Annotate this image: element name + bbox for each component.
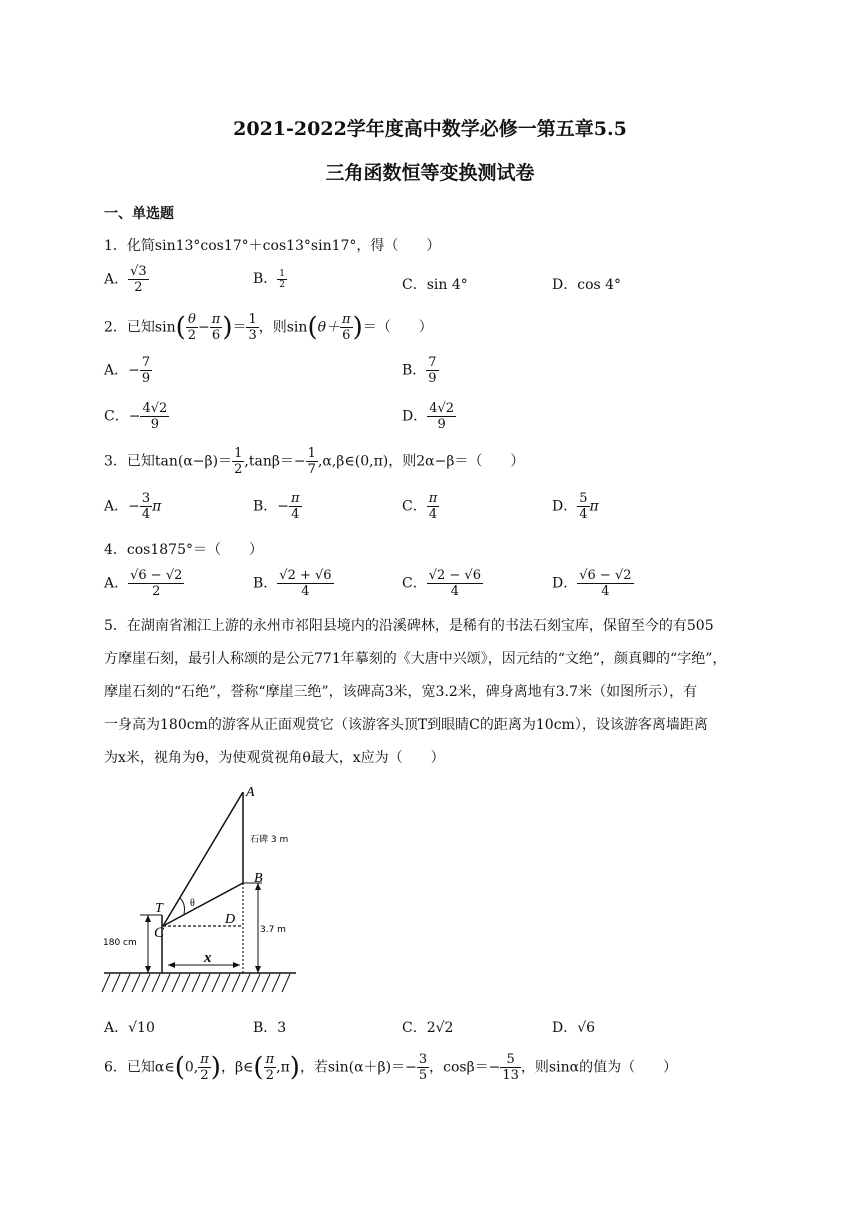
ground-hatching [102, 974, 290, 992]
label-stele: 石碑 3 m [250, 835, 289, 845]
q3-option-c: C． $\frac{\pi}{4}$ [402, 491, 438, 522]
angle-arc [180, 898, 185, 914]
label-height: 3.7 m [260, 925, 286, 935]
question-3-stem: 3．已知tan(α−β)＝ $\frac{1}{2}$ ,tanβ＝− $\frac{1}{7}$ ,α,β∈(0,π)，则2α−β＝（ ） [104, 446, 525, 477]
section-heading: 一、单选题 [104, 206, 174, 222]
label-person: 180 cm [103, 938, 137, 948]
q5-option-a: A．√10 [104, 1020, 155, 1036]
page-title-line2: 三角函数恒等变换测试卷 [325, 162, 535, 184]
label-x: x [204, 950, 212, 966]
label-a: A [246, 785, 255, 800]
q5-option-b: B．3 [253, 1020, 287, 1036]
label-c: C [154, 925, 165, 941]
question-4-stem: 4．cos1875°＝（ ） [104, 542, 263, 558]
question-5-line1: 5．在湖南省湘江上游的永州市祁阳县境内的沿溪碑林，是稀有的书法石刻宝库，保留至今的有505 [104, 618, 714, 634]
label-b: B [254, 871, 263, 886]
q1-option-c: C．sin 4° [402, 277, 468, 293]
question-2-stem: 2．已知sin( $\frac{\theta}{2}$ − $\frac{\pi}{6}$ )＝ $\frac{1}{3}$ ，则sin(θ＋ $\frac{\pi}{6}$ )＝（ ） [104, 312, 433, 343]
q5-option-d: D．√6 [552, 1020, 596, 1036]
label-t: T [155, 901, 163, 916]
q1-option-a: A． $\frac{√3}{2}$ [104, 264, 147, 295]
question-6-stem: 6．已知α∈(0, $\frac{\pi}{2}$ )，β∈( $\frac{\pi}{2}$ ,π)，若sin(α＋β)＝− $\frac{3}{5}$ ，cosβ＝− $\frac{5}{13}$ ，则sinα的值为（ ） [104, 1052, 678, 1083]
q2-option-c: C．− $\frac{4√2}{9}$ [104, 401, 168, 432]
q2-option-a: A．− $\frac{7}{9}$ [104, 355, 151, 386]
q5-option-c: C．2√2 [402, 1020, 454, 1036]
question-5-line2: 方摩崖石刻，最引人称颂的是公元771年摹刻的《大唐中兴颂》，因元结的“文绝”，颜真卿的“字绝”， [104, 651, 727, 667]
stele-viewing-diagram [100, 780, 310, 1000]
q2-option-b: B． $\frac{7}{9}$ [402, 355, 437, 386]
q3-option-a: A．− $\frac{3}{4}$ π [104, 491, 162, 522]
question-5-line3: 摩崖石刻的“石绝”，誉称“摩崖三绝”，该碑高3米，宽3.2米，碑身离地有3.7米（如图所示），有 [104, 684, 698, 700]
q4-option-c: C． $\frac{√2 - √6}{4}$ [402, 568, 481, 599]
q3-option-b: B．− $\frac{\pi}{4}$ [253, 491, 300, 522]
label-d: D [225, 912, 236, 927]
q4-option-d: D． $\frac{√6 - √2}{4}$ [552, 568, 632, 599]
q4-option-b: B． $\frac{√2 + √6}{4}$ [253, 568, 332, 599]
question-5-line5: 为x米，视角为θ，为使观赏视角θ最大，x应为（ ） [104, 750, 445, 766]
q4-option-a: A． $\frac{√6 - √2}{2}$ [104, 568, 183, 599]
q2-option-d: D． $\frac{4√2}{9}$ [402, 401, 455, 432]
sight-line-a [163, 792, 243, 926]
question-5-line4: 一身高为180cm的游客从正面观赏它（该游客头顶T到眼睛C的距离为10cm），设该游客离墙距离 [104, 717, 708, 733]
label-theta: θ [190, 898, 195, 909]
page-title-line1: 2021-2022学年度高中数学必修一第五章5.5 [233, 118, 627, 140]
question-1-stem: 1．化简sin13°cos17°＋cos13°sin17°，得（ ） [104, 238, 441, 254]
q1-option-d: D．cos 4° [552, 277, 622, 293]
q1-option-b: B． $\frac{1}{2}$ [253, 268, 286, 290]
q3-option-d: D． $\frac{5}{4}$ π [552, 491, 599, 522]
